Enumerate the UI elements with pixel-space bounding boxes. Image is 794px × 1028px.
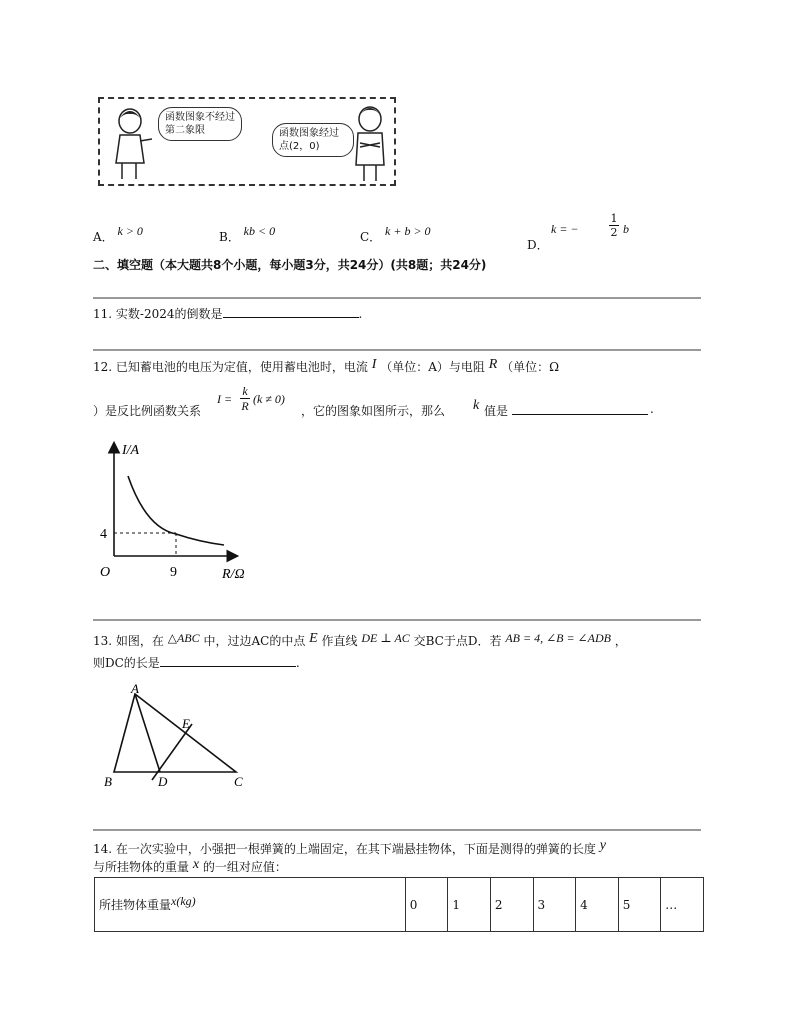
option-a — [93, 222, 143, 244]
q12-formula-cond: (k ≠ 0) — [253, 392, 285, 406]
q12-x-label: R/Ω — [222, 567, 245, 582]
table-header-unit: x(kg) — [171, 894, 196, 908]
cartoon-box — [98, 97, 396, 186]
label-a: A — [131, 682, 139, 696]
option-b — [219, 222, 276, 244]
option-d-frac-den: 2 — [610, 226, 618, 239]
option-d-expr-prefix: k = − — [551, 222, 579, 236]
label-b: B — [104, 774, 112, 789]
q14-line2-b: 的一组对应值： — [202, 860, 287, 874]
table-cell: 1 — [448, 878, 491, 932]
q12-tick-x: 9 — [170, 565, 177, 580]
q13-line1-d: 交BC于点D．若 — [413, 634, 502, 648]
girl-figure — [106, 105, 154, 183]
q11-answer-blank[interactable] — [223, 305, 359, 318]
option-d-letter: D． — [527, 238, 549, 252]
table-cell: 4 — [576, 878, 619, 932]
q13-line1-e: ， — [614, 634, 627, 648]
divider — [93, 829, 701, 831]
question-14-line2 — [93, 858, 287, 876]
table-cell: 0 — [405, 878, 448, 932]
q13-line1-b: 中，过边AC的中点 — [203, 634, 306, 648]
q12-formula-frac — [240, 384, 250, 413]
question-13-line2 — [93, 654, 300, 671]
label-d: D — [158, 774, 168, 789]
right-speech-bubble: 函数图象经过点(2，0) — [272, 123, 354, 157]
q13-var-e: E — [309, 631, 318, 646]
table-header-cell — [95, 878, 406, 932]
question-11 — [93, 305, 362, 322]
q12-line2-b: ，它的图象如图所示，那么 — [301, 404, 446, 418]
q13-triangle-figure — [100, 682, 260, 792]
q12-tick-y: 4 — [100, 527, 107, 542]
q12-line2-a: ）是反比例函数关系 — [93, 404, 202, 418]
q14-table — [94, 877, 704, 932]
table-cell: 3 — [533, 878, 576, 932]
divider — [93, 619, 701, 621]
option-a-expr: k > 0 — [117, 224, 143, 238]
question-12-line2 — [93, 386, 713, 420]
question-12-line1 — [93, 358, 559, 376]
option-d-frac-num: 1 — [610, 212, 618, 225]
triangle-abc — [114, 694, 236, 772]
q12-var-i: I — [371, 357, 377, 372]
section-2-title: 二、填空题（本大题共8个小题，每小题3分，共24分）(共8题；共24分) — [93, 258, 487, 272]
option-d-expr-suffix: b — [623, 222, 629, 236]
option-b-letter: B． — [219, 230, 240, 244]
q14-line1: 14. 在一次实验中，小强把一根弹簧的上端固定，在其下端悬挂物体，下面是测得的弹簧的长度 — [93, 842, 596, 856]
table-row — [95, 878, 704, 932]
option-c — [360, 222, 431, 244]
q12-y-label: I/A — [122, 443, 140, 458]
q12-formula-num: k — [240, 384, 250, 399]
table-header-label: 所挂物体重量 — [99, 898, 172, 912]
q14-var-y: y — [599, 838, 606, 853]
label-c: C — [234, 774, 243, 789]
option-c-expr: k + b > 0 — [385, 224, 431, 238]
q12-formula-lhs: I = — [217, 392, 233, 406]
option-a-letter: A． — [93, 230, 114, 244]
q13-cond1: DE ⊥ AC — [361, 631, 410, 645]
q12-formula-den: R — [241, 399, 249, 413]
left-speech-bubble: 函数图象不经过第二象限 — [158, 107, 242, 141]
q13-cond2: AB = 4, ∠B = ∠ADB — [505, 631, 611, 645]
q12-origin-label: O — [100, 565, 111, 580]
q13-line2-a: 则DC的长是 — [93, 656, 160, 670]
divider — [93, 297, 701, 299]
q14-var-x: x — [192, 857, 200, 872]
q13-tri: △ABC — [167, 631, 200, 645]
q13-end: . — [295, 656, 300, 670]
q12-var-k: k — [473, 398, 480, 413]
segment-ad — [135, 694, 160, 772]
label-e: E — [182, 716, 190, 731]
q12-graph — [96, 436, 266, 582]
q11-text: 11. 实数-2024的倒数是 — [93, 307, 223, 321]
q12-line1-a: 12. 已知蓄电池的电压为定值，使用蓄电池时，电流 — [93, 360, 368, 374]
q13-line1-a: 13. 如图，在 — [93, 634, 164, 648]
table-cell: 5 — [618, 878, 661, 932]
q13-answer-blank[interactable] — [160, 654, 296, 667]
q12-line2-c: 值是 — [484, 404, 509, 418]
q14-line2-a: 与所挂物体的重量 — [93, 860, 190, 874]
divider — [93, 349, 701, 351]
table-cell: 2 — [490, 878, 533, 932]
option-c-letter: C． — [360, 230, 382, 244]
question-13-line1 — [93, 632, 627, 650]
q12-answer-blank[interactable] — [512, 402, 648, 415]
boy-figure — [348, 103, 392, 183]
q12-line1-b: （单位：A）与电阻 — [380, 360, 485, 374]
option-b-expr: kb < 0 — [243, 224, 276, 238]
q12-line1-c: （单位：Ω — [501, 360, 560, 374]
option-d-frac — [609, 212, 619, 239]
q12-var-r: R — [488, 357, 498, 372]
table-cell: … — [661, 878, 704, 932]
question-14-line1 — [93, 840, 606, 858]
q12-end: . — [650, 402, 654, 416]
q11-end: . — [358, 307, 363, 321]
q13-line1-c: 作直线 — [321, 634, 358, 648]
